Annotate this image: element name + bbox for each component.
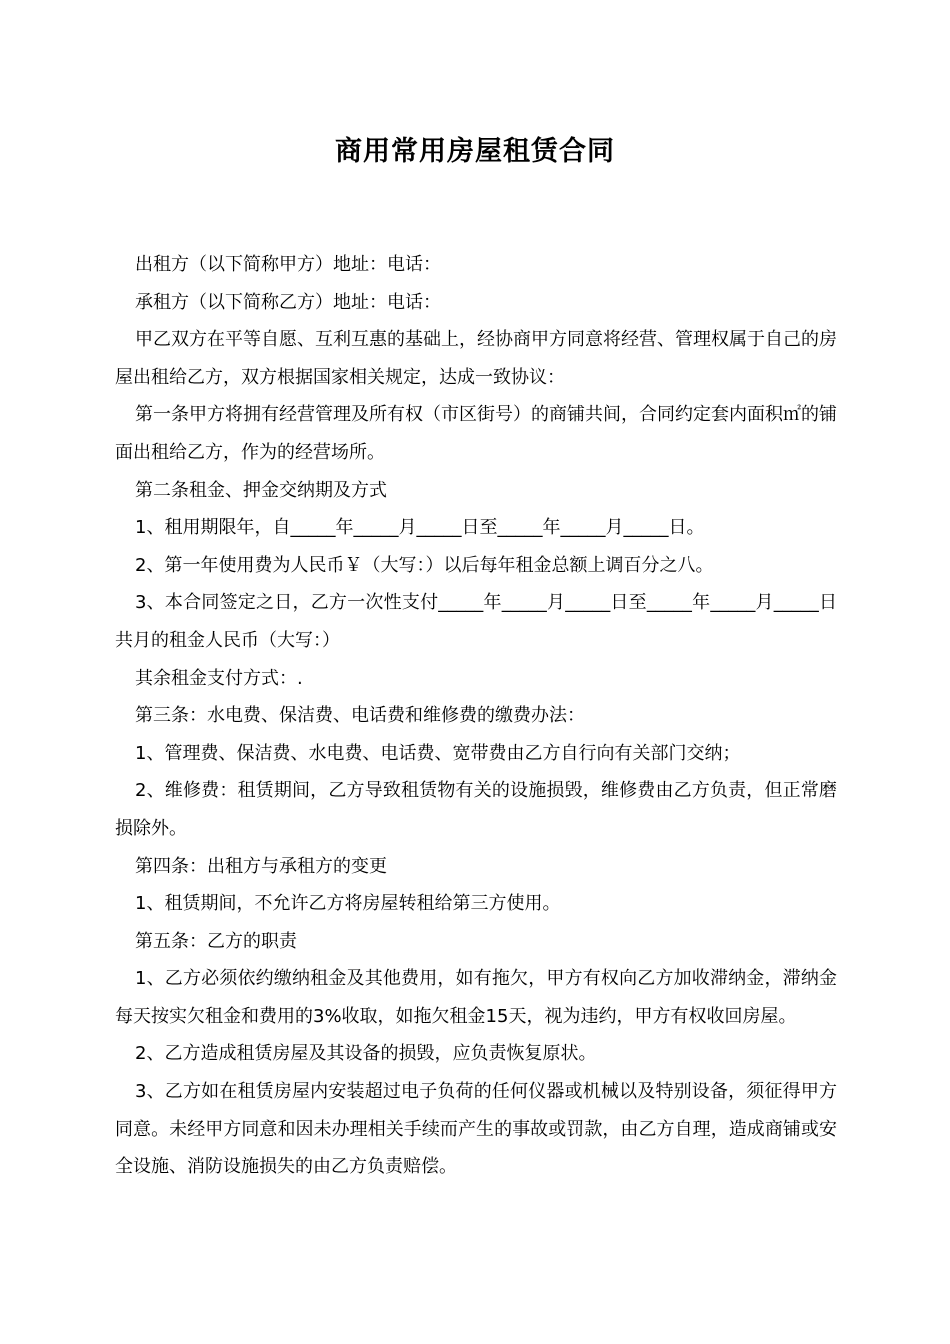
paragraph-article-5-item-1: 1、乙方必须依约缴纳租金及其他费用，如有拖欠，甲方有权向乙方加收滞纳金，滞纳金每天按实欠租金和费用的3%收取，如拖欠租金15天，视为违约，甲方有权收回房屋。 [115,968,837,1027]
paragraph-article-1: 第一条甲方将拥有经营管理及所有权（市区街号）的商铺共间，合同约定套内面积㎡的铺面出租给乙方，作为的经营场所。 [115,404,837,463]
document-body [115,246,837,1186]
paragraph-article-5-item-3: 3、乙方如在租赁房屋内安装超过电子负荷的任何仪器或机械以及特别设备，须征得甲方同意。未经甲方同意和因未办理相关手续而产生的事故或罚款，由乙方自理，造成商铺或安全设施、消防设施损失的由乙方负责赔偿。 [115,1081,837,1178]
paragraph-article-2-heading: 第二条租金、押金交纳期及方式 [135,479,387,501]
paragraph-article-3-item-1: 1、管理费、保洁费、水电费、电话费、宽带费由乙方自行向有关部门交纳； [135,742,741,764]
paragraph-preamble: 甲乙双方在平等自愿、互利互惠的基础上，经协商甲方同意将经营、管理权属于自己的房屋出租给乙方，双方根据国家相关规定，达成一致协议： [115,329,837,388]
paragraph-article-5-heading: 第五条：乙方的职责 [135,930,297,952]
paragraph-article-2-other: 其余租金支付方式：. [135,667,303,689]
paragraph-article-2-item-2: 2、第一年使用费为人民币￥（大写：）以后每年租金总额上调百分之八。 [135,554,714,576]
paragraph-article-2-item-3: 3、本合同签定之日，乙方一次性支付_____年_____月_____日至_____年_____月_____日共月的租金人民币（大写：） [115,592,837,651]
document-title: 商用常用房屋租赁合同 [335,136,615,167]
paragraph-article-2-item-1: 1、租用期限年，自_____年_____月_____日至_____年_____月_____日。 [135,517,705,539]
paragraph-article-3-heading: 第三条：水电费、保洁费、电话费和维修费的缴费办法： [135,705,585,727]
paragraph-article-3-item-2: 2、维修费：租赁期间，乙方导致租赁物有关的设施损毁，维修费由乙方负责，但正常磨损除外。 [115,780,837,839]
paragraph-article-4-heading: 第四条：出租方与承租方的变更 [135,855,387,877]
paragraph-lessee: 承租方（以下简称乙方）地址：电话： [135,291,441,313]
paragraph-lessor: 出租方（以下简称甲方）地址：电话： [135,254,441,275]
paragraph-article-5-item-2: 2、乙方造成租赁房屋及其设备的损毁，应负责恢复原状。 [135,1043,597,1065]
paragraph-article-4-item-1: 1、租赁期间，不允许乙方将房屋转租给第三方使用。 [135,893,561,915]
